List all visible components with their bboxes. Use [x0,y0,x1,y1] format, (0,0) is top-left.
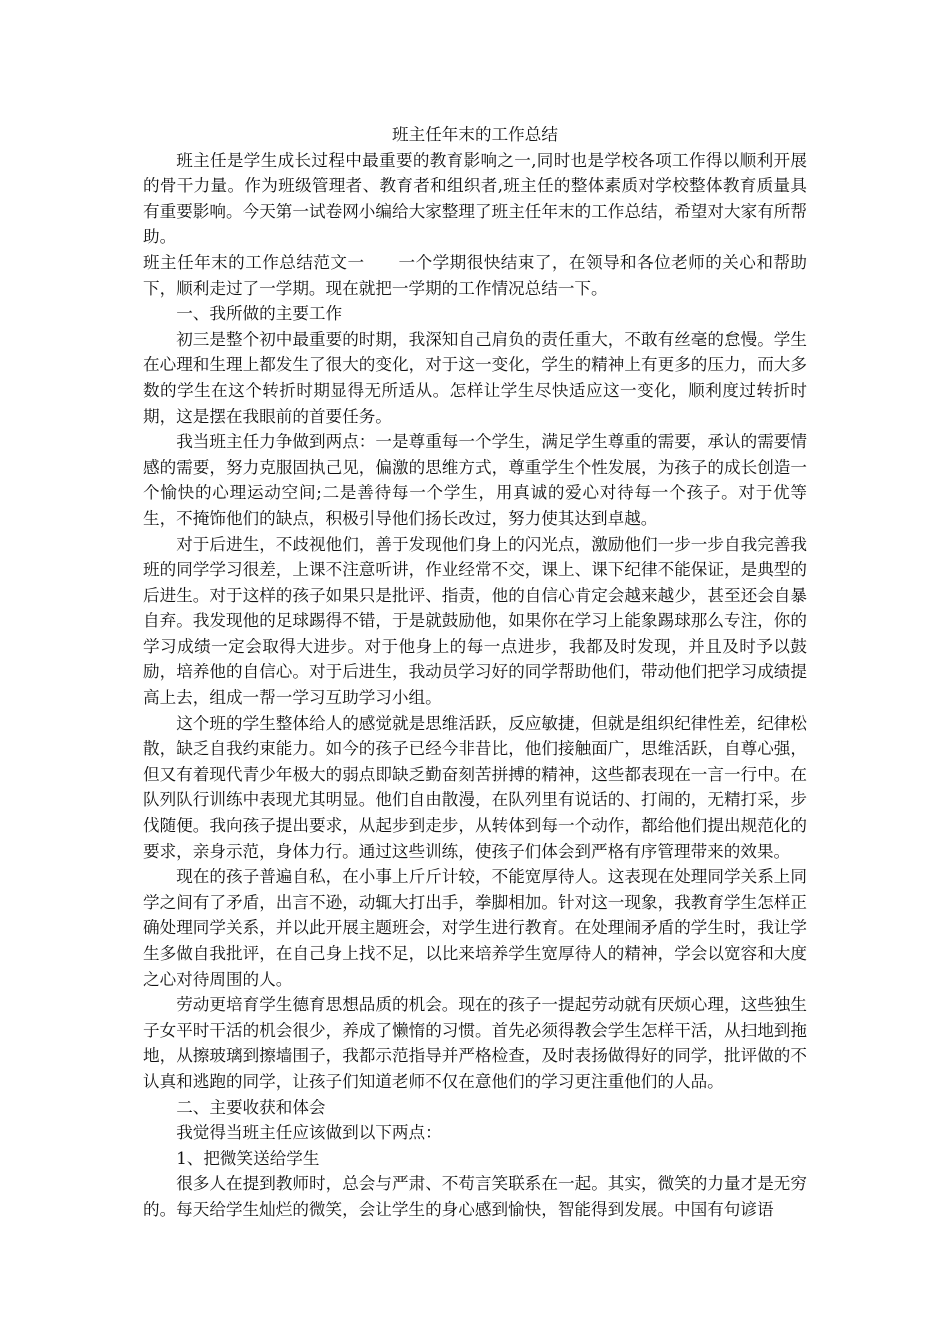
paragraph: 初三是整个初中最重要的时期，我深知自己肩负的责任重大，不敢有丝毫的怠慢。学生在心理和生理上都发生了很大的变化，对于这一变化，学生的精神上有更多的压力，而大多数的学生在这个转折时期显得无所适从。怎样让学生尽快适应这一变化，顺利度过转折时期，这是摆在我眼前的首要任务。 [143,329,807,426]
paragraph: 我觉得当班主任应该做到以下两点： [176,1123,442,1143]
document-page [143,122,807,1223]
paragraph: 对于后进生，不歧视他们，善于发现他们身上的闪光点，激励他们一步一步自我完善我班的同学学习很差，上课不注意听讲，作业经常不交，课上、课下纪律不能保证，是典型的后进生。对于这样的孩子如果只是批评、指责，他的自信心肯定会越来越少，甚至还会自暴自弃。我发现他的足球踢得不错，于是就鼓励他，如果你在学习上能象踢球那么专注，你的学习成绩一定会取得大进步。对于他身上的每一点进步，我都及时发现，并且及时予以鼓励，培养他的自信心。对于后进生，我动员学习好的同学帮助他们，带动他们把学习成绩提高上去，组成一帮一学习互助学习小组。 [143,534,807,708]
paragraph: 我当班主任力争做到两点：一是尊重每一个学生，满足学生尊重的需要，承认的需要情感的需要，努力克服固执己见，偏激的思维方式，尊重学生个性发展，为孩子的成长创造一个愉快的心理运动空间;二是善待每一个学生，用真诚的爱心对待每一个孩子。对于优等生，不掩饰他们的缺点，积极引导他们扬长改过，努力使其达到卓越。 [143,432,807,528]
paragraph: 劳动更培育学生德育思想品质的机会。现在的孩子一提起劳动就有厌烦心理，这些独生子女平时干活的机会很少，养成了懒惰的习惯。首先必须得教会学生怎样干活，从扫地到拖地，从擦玻璃到擦墙围子，我都示范指导并严格检查，及时表扬做得好的同学，批评做的不认真和逃跑的同学，让孩子们知道老师不仅在意他们的学习更注重他们的人品。 [143,995,807,1091]
document-body [143,148,807,1223]
paragraph: 一、我所做的主要工作 [176,304,343,324]
paragraph: 二、主要收获和体会 [176,1097,326,1117]
paragraph: 这个班的学生整体给人的感觉就是思维活跃，反应敏捷，但就是组织纪律性差，纪律松散，缺乏自我约束能力。如今的孩子已经今非昔比，他们接触面广，思维活跃，自尊心强，但又有着现代青少年极大的弱点即缺乏勤奋刻苦拼搏的精神，这些都表现在一言一行中。在队列队行训练中表现尤其明显。他们自由散漫，在队列里有说话的、打闹的，无精打采，步伐随便。我向孩子提出要求，从起步到走步，从转体到每一个动作，都给他们提出规范化的要求，亲身示范，身体力行。通过这些训练，使孩子们体会到严格有序管理带来的效果。 [143,713,807,861]
paragraph: 班主任年末的工作总结范文一 一个学期很快结束了，在领导和各位老师的关心和帮助下，顺利走过了一学期。现在就把一学期的工作情况总结一下。 [143,252,807,298]
paragraph: 1、把微笑送给学生 [176,1148,320,1168]
paragraph: 班主任是学生成长过程中最重要的教育影响之一,同时也是学校各项工作得以顺利开展的骨干力量。作为班级管理者、教育者和组织者,班主任的整体素质对学校整体教育质量具有重要影响。今天第一试卷网小编给大家整理了班主任年末的工作总结，希望对大家有所帮助。 [143,150,807,247]
document-title: 班主任年末的工作总结 [392,125,558,144]
paragraph: 很多人在提到教师时，总会与严肃、不苟言笑联系在一起。其实，微笑的力量才是无穷的。每天给学生灿烂的微笑，会让学生的身心感到愉快，智能得到发展。中国有句谚语 [143,1174,807,1219]
paragraph: 现在的孩子普遍自私，在小事上斤斤计较，不能宽厚待人。这表现在处理同学关系上同学之间有了矛盾，出言不逊，动辄大打出手，拳脚相加。针对这一现象，我教育学生怎样正确处理同学关系，并以此开展主题班会，对学生进行教育。在处理闹矛盾的学生时，我让学生多做自我批评，在自己身上找不足，以比来培养学生宽厚待人的精神，学会以宽容和大度之心对待周围的人。 [143,867,807,989]
